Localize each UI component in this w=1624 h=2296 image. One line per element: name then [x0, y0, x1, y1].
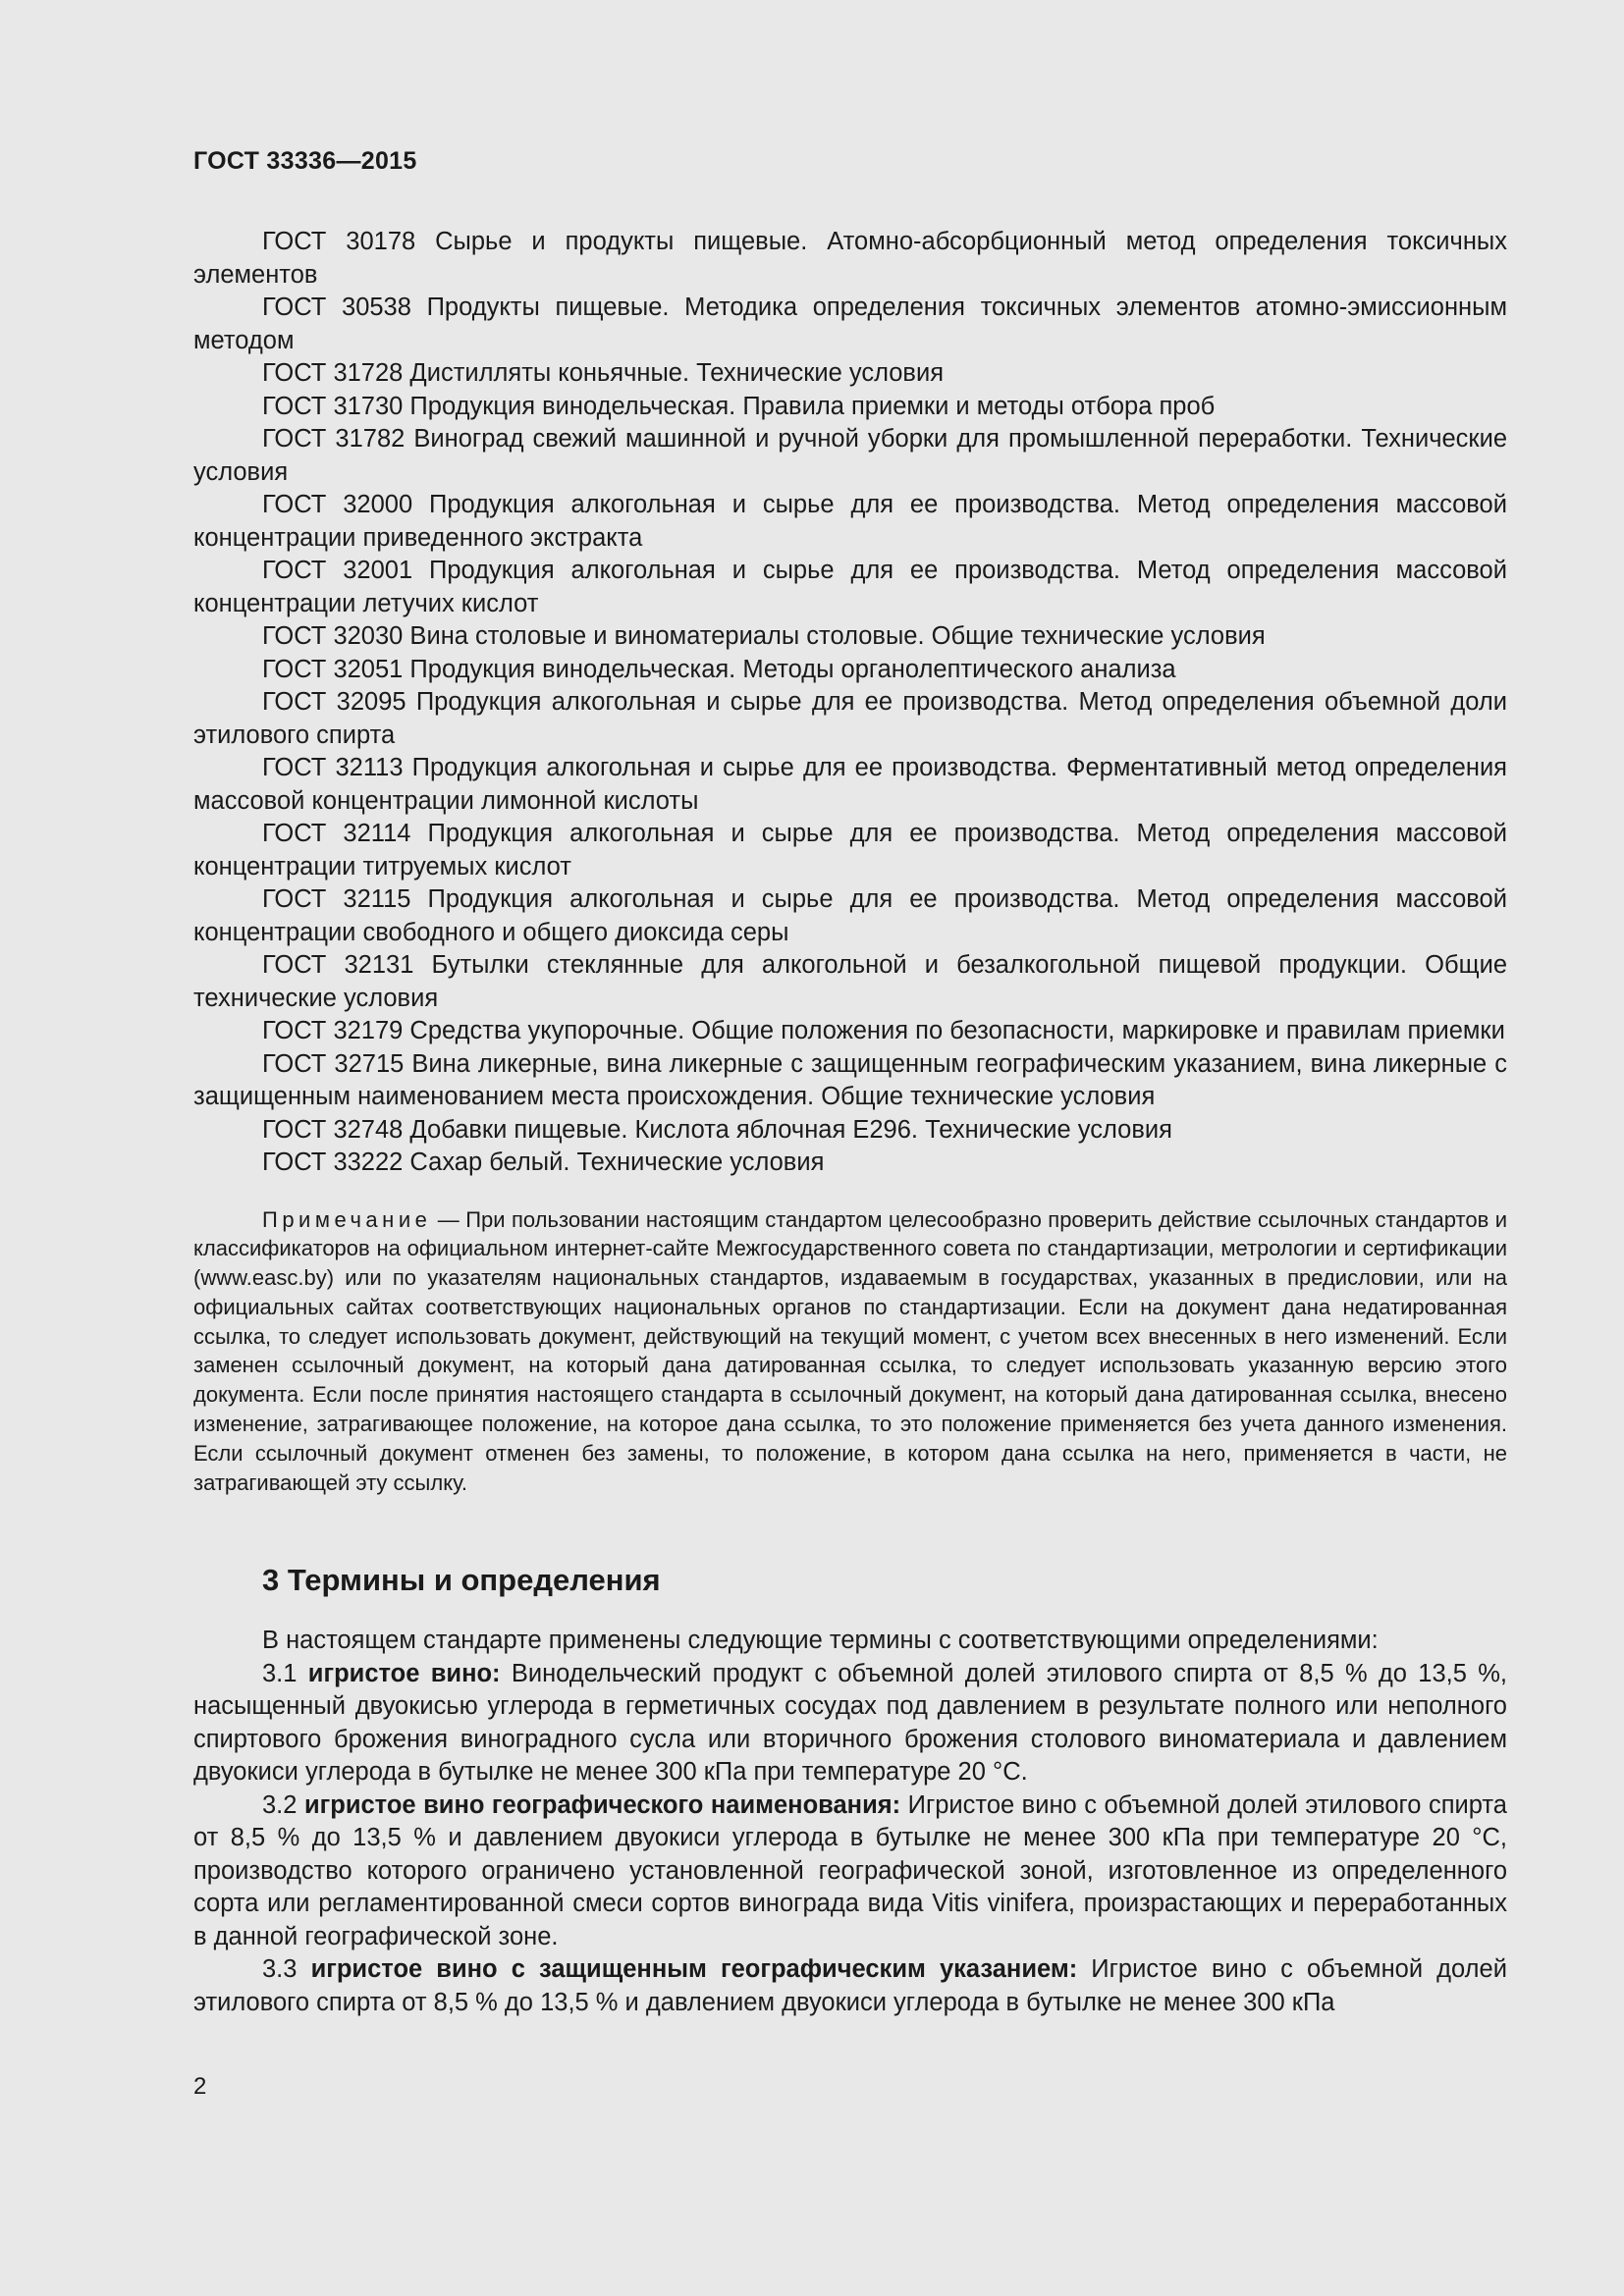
reference-item: ГОСТ 31730 Продукция винодельческая. Правила приемки и методы отбора проб	[262, 392, 1216, 420]
section-heading: 3 Термины и определения	[262, 1563, 661, 1598]
reference-item: ГОСТ 32051 Продукция винодельческая. Методы органолептического анализа	[262, 655, 1176, 683]
term-text: Игристое вино с объемной долей этилового спирта от 8,5 % до 13,5 % и давлением двуокиси углерода в бутылке не менее 300 кПа	[193, 1955, 1507, 2016]
reference-item: ГОСТ 32030 Вина столовые и виноматериалы столовые. Общие технические условия	[262, 622, 1266, 650]
term-definition	[193, 1953, 1507, 2019]
section-terms-definitions	[193, 1562, 1507, 2019]
reference-item: ГОСТ 31728 Дистилляты коньячные. Технические условия	[262, 359, 945, 387]
reference-item: ГОСТ 30538 Продукты пищевые. Методика определения токсичных элементов атомно-эмиссионным методом	[193, 294, 1507, 354]
reference-item: ГОСТ 32748 Добавки пищевые. Кислота яблочная Е296. Технические условия	[262, 1115, 1172, 1144]
note-text: — При пользовании настоящим стандартом целесообразно проверить действие ссылочных стандартов и классификаторов на официальном интернет-сайте Межгосударственного совета по стандартизации, метрологии и сертификации (www.easc.by) или по указателям национальных стандартов, издаваемым в государствах, указанных в предисловии, или на официальных сайтах соответствующих национальных органов по стандартизации. Если на документ дана недатированная ссылка, то следует использовать документ, действующий на текущий момент, с учетом всех внесенных в него изменений. Если заменен ссылочный документ, на который дана датированная ссылка, то следует использовать указанную версию этого документа. Если после принятия настоящего стандарта в ссылочный документ, на который дана датированная ссылка, внесено изменение, затрагивающее положение, на которое дана ссылка, то это положение применяется без учета данного изменения. Если ссылочный документ отменен без замены, то положение, в котором дана ссылка на него, применяется в части, не затрагивающей эту ссылку.	[193, 1206, 1507, 1495]
term-text: Игристое вино с объемной долей этилового спирта от 8,5 % до 13,5 % и давлением двуокиси углерода в бутылке не менее 300 кПа при температуре 20 °С, производство которого ограничено установленной географической зоной, изготовленное из определенного сорта или регламентированной смеси сортов винограда вида Vitis vinifera, произрастающих и переработанных в данной географической зоне.	[193, 1790, 1507, 1950]
term-name: игристое вино с защищенным географическим указанием:	[310, 1955, 1078, 1984]
reference-item: ГОСТ 32001 Продукция алкогольная и сырье для ее производства. Метод определения массовой концентрации летучих кислот	[193, 557, 1507, 617]
document-header: ГОСТ 33336—2015	[193, 147, 417, 175]
note-paragraph	[193, 1205, 1507, 1498]
reference-item: ГОСТ 32715 Вина ликерные, вина ликерные с защищенным географическим указанием, вина ликерные с защищенным наименованием места происхождения. Общие технические условия	[193, 1049, 1507, 1110]
term-definition	[193, 1789, 1507, 1954]
term-definition	[193, 1658, 1507, 1789]
reference-item: ГОСТ 30178 Сырье и продукты пищевые. Атомно-абсорбционный метод определения токсичных элементов	[193, 228, 1507, 289]
normative-references-list	[193, 226, 1507, 1180]
note-label: Примечание	[262, 1206, 432, 1232]
term-number: 3.3	[262, 1955, 311, 1984]
reference-item: ГОСТ 32114 Продукция алкогольная и сырье для ее производства. Метод определения массовой концентрации титруемых кислот	[193, 820, 1507, 881]
page-content	[193, 226, 1507, 2019]
reference-item: ГОСТ 32179 Средства укупорочные. Общие положения по безопасности, маркировке и правилам приемки	[262, 1017, 1505, 1044]
term-name: игристое вино географического наименования:	[303, 1790, 901, 1819]
reference-item: ГОСТ 32115 Продукция алкогольная и сырье для ее производства. Метод определения массовой концентрации свободного и общего диоксида серы	[193, 885, 1507, 946]
term-name: игристое вино:	[307, 1659, 501, 1687]
term-number: 3.2	[262, 1790, 304, 1819]
term-text: Винодельческий продукт с объемной долей этилового спирта от 8,5 % до 13,5 %, насыщенный двуокисью углерода в герметичных сосудах под давлением в результате полного или неполного спиртового брожения виноградного сусла или вторичного брожения столового виноматериала и давлением двуокиси углерода в бутылке не менее 300 кПа при температуре 20 °С.	[193, 1659, 1507, 1787]
reference-item: ГОСТ 33222 Сахар белый. Технические условия	[262, 1148, 825, 1176]
reference-item: ГОСТ 32113 Продукция алкогольная и сырье для ее производства. Ферментативный метод определения массовой концентрации лимонной кислоты	[193, 754, 1507, 815]
section-intro: В настоящем стандарте применены следующие термины с соответствующими определениями:	[262, 1627, 1379, 1655]
page-number: 2	[193, 2073, 207, 2100]
reference-item: ГОСТ 32000 Продукция алкогольная и сырье для ее производства. Метод определения массовой концентрации приведенного экстракта	[193, 491, 1507, 552]
term-number: 3.1	[262, 1659, 308, 1687]
reference-item: ГОСТ 32095 Продукция алкогольная и сырье для ее производства. Метод определения объемной доли этилового спирта	[193, 688, 1507, 749]
reference-item: ГОСТ 32131 Бутылки стеклянные для алкогольной и безалкогольной пищевой продукции. Общие технические условия	[193, 951, 1507, 1012]
reference-item: ГОСТ 31782 Виноград свежий машинной и ручной уборки для промышленной переработки. Технические условия	[193, 425, 1507, 486]
